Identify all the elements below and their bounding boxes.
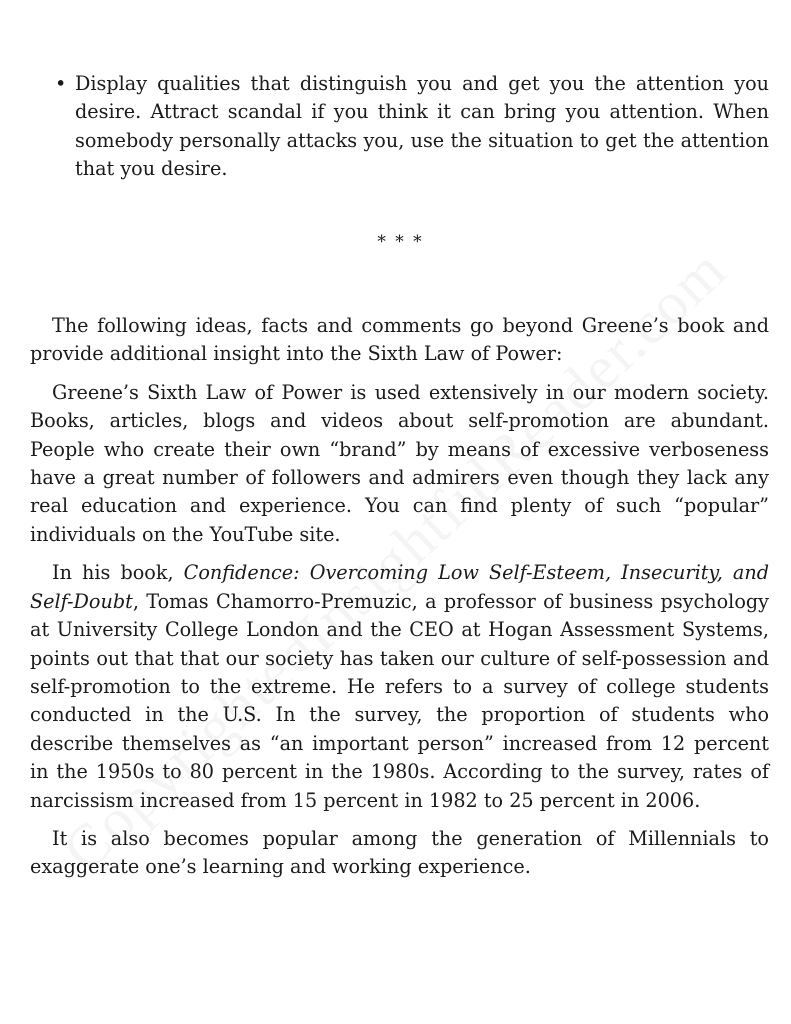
page-content <box>30 70 769 892</box>
book-paragraph-body: , Tomas Chamorro-Premuzic, a professor of business psychology at University College London and the CEO at Hogan Assessment Systems, points out that that our society has taken our culture of self-possession and self-promotion to the extreme. He refers to a survey of college students conducted in the U.S. In the survey, the proportion of students who describe themselves as “an important person” increased from 12 percent in the 1950s to 80 percent in the 1980s. According to the survey, rates of narcissism increased from 15 percent in 1982 to 25 percent in 2006. <box>30 589 769 812</box>
book-title: Confidence: Overcoming Low Self-Esteem, Insecurity, and Self-Doubt <box>30 561 769 613</box>
book-paragraph-prefix: In his book, <box>52 561 184 585</box>
paragraph-sixth-law: Greene’s Sixth Law of Power is used extensively in our modern society. Books, articles, blogs and videos about self-promotion are abundant. People who create their own “brand” by means of excessive verboseness have a great number of followers and admirers even though they lack any real education and experience. You can find plenty of such “popular” individuals on the YouTube site. <box>30 380 769 546</box>
paragraph-intro: The following ideas, facts and comments go beyond Greene’s book and provide additional insight into the Sixth Law of Power: <box>30 314 769 366</box>
paragraph-millennials: It is also becomes popular among the generation of Millennials to exaggerate one’s learning and working experience. <box>30 826 769 879</box>
bullet-item: • Display qualities that distinguish you and get you the attention you desire. Attract scandal if you think it can bring you attention. When somebody personally attacks you, use the situation to get the attention that you desire. <box>75 70 769 184</box>
section-separator: * * * <box>377 231 422 252</box>
paragraph-book <box>30 559 769 815</box>
